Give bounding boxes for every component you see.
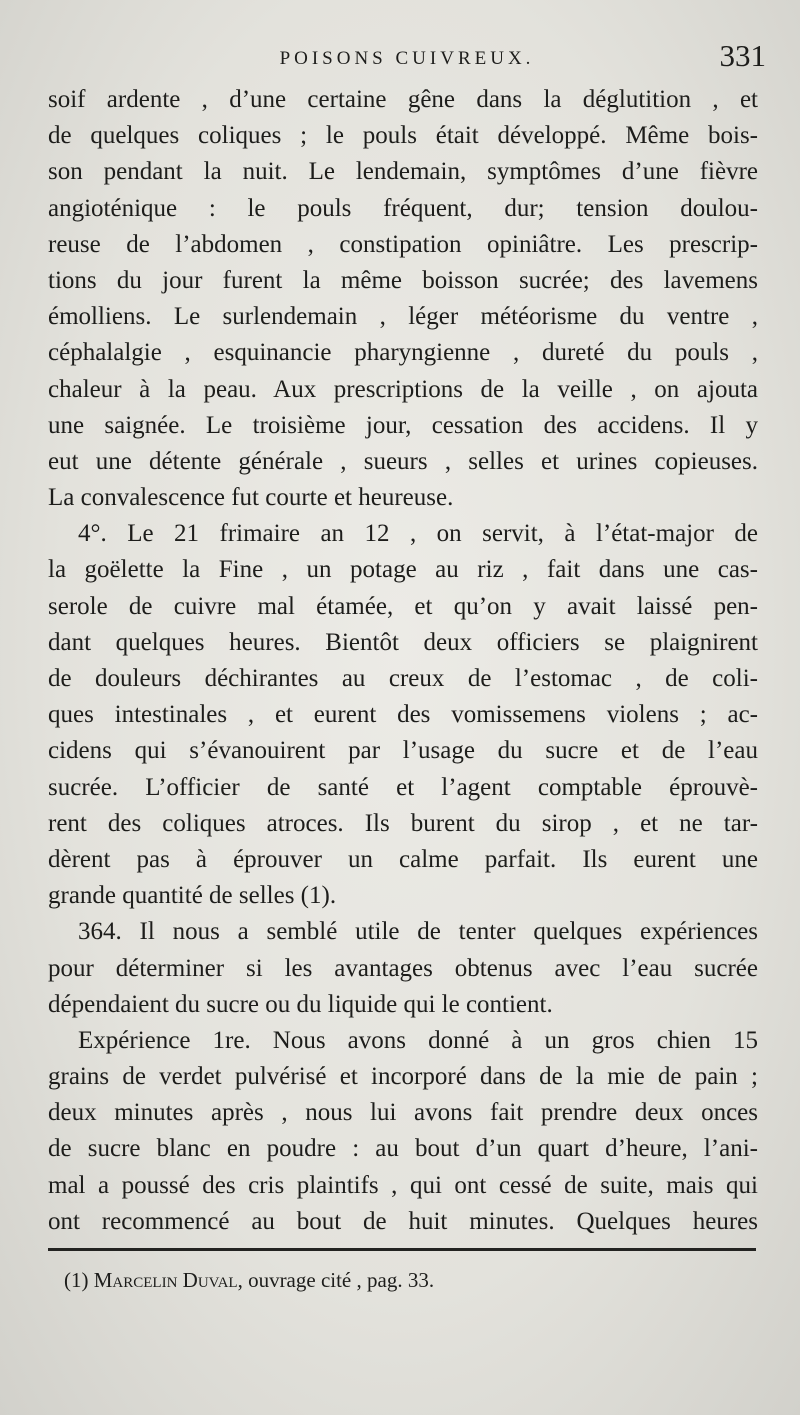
text-line: Expérience 1re. Nous avons donné à un gros chien 15 [78,1026,758,1054]
text-line: tions du jour furent la même boisson sucrée; des lavemens [48,266,758,294]
text-line: 4°. Le 21 frimaire an 12 , on servit, à l’état-major de [78,520,758,548]
footnote-author: Marcelin Duval [93,1268,238,1292]
page-header [48,38,766,80]
footnote-rule [48,1248,756,1251]
text-line: serole de cuivre mal étamée, et qu’on y avait laissé pen- [48,592,758,620]
text-line: de quelques coliques ; le pouls était développé. Même bois- [48,122,758,150]
footnote-text: , ouvrage cité , pag. 33. [237,1268,435,1292]
text-line: son pendant la nuit. Le lendemain, symptômes d’une fièvre [48,158,758,186]
text-line: ques intestinales , et eurent des vomissemens violens ; ac- [48,701,758,729]
text-line: grains de verdet pulvérisé et incorporé dans de la mie de pain ; [48,1063,758,1091]
text-line: dant quelques heures. Bientôt deux officiers se plaignirent [48,628,758,656]
text-line: sucrée. L’officier de santé et l’agent comptable éprouvè- [48,773,758,801]
text-line: émolliens. Le surlendemain , léger météorisme du ventre , [48,303,758,331]
page-number: 331 [719,38,766,73]
text-line: mal a poussé des cris plaintifs , qui ont cessé de suite, mais qui [48,1171,758,1199]
text-line: la goëlette la Fine , un potage au riz , fait dans une cas- [48,556,758,584]
text-line: une saignée. Le troisième jour, cessation des accidens. Il y [48,411,758,439]
text-line: deux minutes après , nous lui avons fait prendre deux onces [48,1099,758,1127]
text-line: céphalalgie , esquinancie pharyngienne , dureté du pouls , [48,339,758,367]
text-line: La convalescence fut courte et heureuse. [48,484,454,512]
text-line: pour déterminer si les avantages obtenus avec l’eau sucrée [48,954,758,982]
text-line: 364. Il nous a semblé utile de tenter quelques expériences [78,918,758,946]
footnote-marker: (1) [64,1268,89,1292]
text-line: ont recommencé au bout de huit minutes. Quelques heures [48,1207,758,1235]
text-line: grande quantité de selles (1). [48,882,337,910]
text-line: reuse de l’abdomen , constipation opiniâtre. Les prescrip- [48,230,758,258]
text-line: chaleur à la peau. Aux prescriptions de la veille , on ajouta [48,375,758,403]
text-line: dépendaient du sucre ou du liquide qui le contient. [48,990,553,1018]
text-line: de douleurs déchirantes au creux de l’estomac , de coli- [48,665,758,692]
text-line: dèrent pas à éprouver un calme parfait. Ils eurent une [48,845,758,873]
text-line: rent des coliques atroces. Ils burent du sirop , et ne tar- [48,809,758,837]
text-line: cidens qui s’évanouirent par l’usage du sucre et de l’eau [48,737,758,765]
text-line: soif ardente , d’une certaine gêne dans la déglutition , et [48,86,758,113]
text-line: eut une détente générale , sueurs , selles et urines copieuses. [48,447,758,475]
text-line: angioténique : le pouls fréquent, dur; tension doulou- [48,194,758,222]
running-head: POISONS CUIVREUX. [279,48,535,69]
text-line: de sucre blanc en poudre : au bout d’un quart d’heure, l’ani- [48,1135,758,1163]
footnote [64,1268,434,1293]
body-text [48,82,758,1240]
